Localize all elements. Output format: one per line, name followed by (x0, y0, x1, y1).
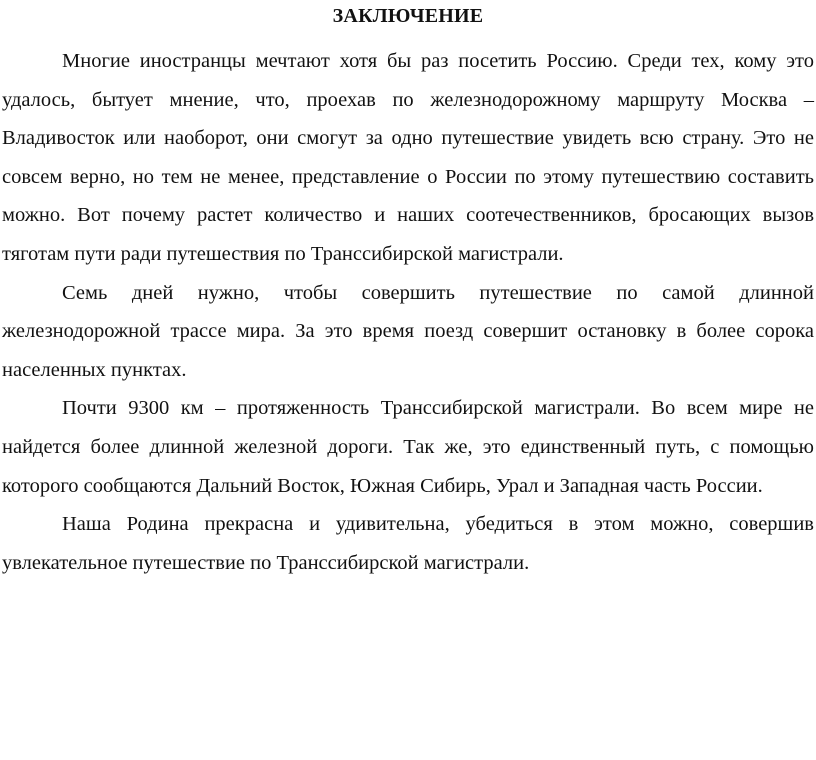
paragraph-2: Семь дней нужно, чтобы совершить путешествие по самой длинной железнодорожной трассе мира. За это время поезд совершит остановку в более сорока населенных пунктах. (2, 281, 814, 381)
paragraph-4: Наша Родина прекрасна и удивительна, убедиться в этом можно, совершив увлекательное путешествие по Транссибирской магистрали. (2, 513, 814, 574)
document-title: ЗАКЛЮЧЕНИЕ (332, 5, 484, 27)
paragraph-1: Многие иностранцы мечтают хотя бы раз посетить Россию. Среди тех, кому это удалось, бытует мнение, что, проехав по железнодорожному маршруту Москва – Владивосток или наоборот, они смогут за одно путешествие увидеть всю страну. Это не совсем верно, но тем не менее, представление о России по этому путешествию составить можно. Вот почему растет количество и наших соотечественников, бросающих вызов тяготам пути ради путешествия по Транссибирской магистрали. (2, 50, 814, 265)
paragraph-3: Почти 9300 км – протяженность Транссибирской магистрали. Во всем мире не найдется более длинной железной дороги. Так же, это единственный путь, с помощью которого сообщаются Дальний Восток, Южная Сибирь, Урал и Западная часть России. (2, 397, 814, 497)
